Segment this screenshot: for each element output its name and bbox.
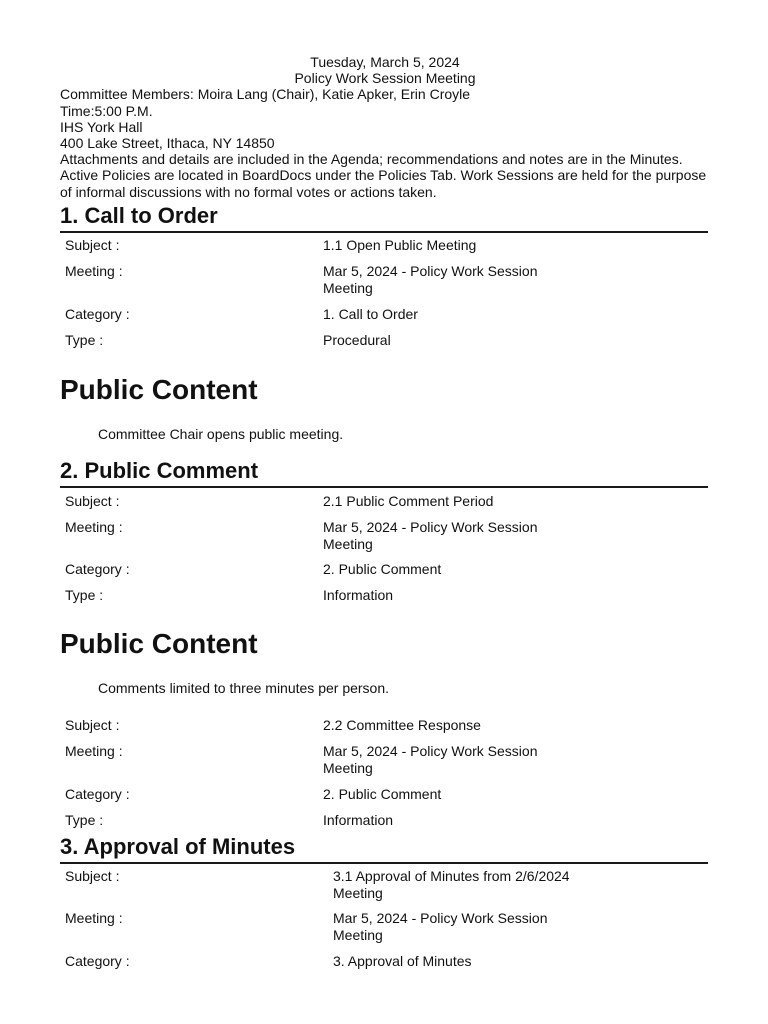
section-title-approval-of-minutes: 3. Approval of Minutes [60, 834, 708, 864]
type-label: Type : [65, 587, 104, 603]
subject-value: 2.2 Committee Response [323, 717, 481, 733]
subject-value: 3.1 Approval of Minutes from 2/6/2024 Meeting [333, 868, 570, 901]
meeting-label: Meeting : [65, 743, 123, 759]
category-label: Category : [65, 561, 130, 577]
category-value: 2. Public Comment [323, 561, 442, 577]
category-label: Category : [65, 786, 130, 802]
category-label: Category : [65, 953, 130, 969]
type-label: Type : [65, 812, 104, 828]
subject-label: Subject : [65, 868, 120, 884]
type-value: Information [323, 587, 394, 603]
meeting-value: Mar 5, 2024 - Policy Work Session Meeting [323, 743, 538, 776]
meeting-time: Time:5:00 P.M. [60, 102, 153, 119]
meeting-value: Mar 5, 2024 - Policy Work Session Meeting [323, 263, 538, 296]
category-value: 1. Call to Order [323, 306, 418, 322]
public-content-text: Comments limited to three minutes per person. [98, 680, 390, 696]
category-value: 3. Approval of Minutes [333, 953, 472, 969]
meeting-label: Meeting : [65, 910, 123, 926]
subject-label: Subject : [65, 237, 120, 253]
meeting-note: Attachments and details are included in the Agenda; recommendations and notes are in the Minutes. Active Policies are located in BoardDocs under the Policies Tab. Work Sessions are held for the purpose of informal discussions with no formal votes or actions taken. [60, 151, 707, 200]
committee-members: Committee Members: Moira Lang (Chair), Katie Apker, Erin Croyle [60, 86, 471, 103]
type-label: Type : [65, 332, 104, 348]
type-value: Procedural [323, 332, 391, 348]
subject-value: 1.1 Open Public Meeting [323, 237, 477, 253]
public-content-heading: Public Content [60, 374, 258, 405]
meeting-label: Meeting : [65, 263, 123, 279]
meeting-header [60, 54, 710, 200]
public-content-heading: Public Content [60, 628, 258, 659]
section-title-public-comment: 2. Public Comment [60, 458, 708, 488]
category-label: Category : [65, 306, 130, 322]
meeting-address: 400 Lake Street, Ithaca, NY 14850 [60, 135, 275, 152]
public-content-text: Committee Chair opens public meeting. [98, 426, 344, 442]
meeting-label: Meeting : [65, 519, 123, 535]
subject-label: Subject : [65, 717, 120, 733]
meeting-location: IHS York Hall [60, 118, 143, 135]
subject-value: 2.1 Public Comment Period [323, 493, 494, 509]
meeting-value: Mar 5, 2024 - Policy Work Session Meeting [323, 519, 538, 552]
meeting-title: Policy Work Session Meeting [294, 70, 476, 87]
type-value: Information [323, 812, 394, 828]
meeting-value: Mar 5, 2024 - Policy Work Session Meeting [333, 910, 548, 943]
category-value: 2. Public Comment [323, 786, 442, 802]
meeting-date: Tuesday, March 5, 2024 [310, 54, 460, 70]
subject-label: Subject : [65, 493, 120, 509]
section-title-call-to-order: 1. Call to Order [60, 203, 708, 233]
